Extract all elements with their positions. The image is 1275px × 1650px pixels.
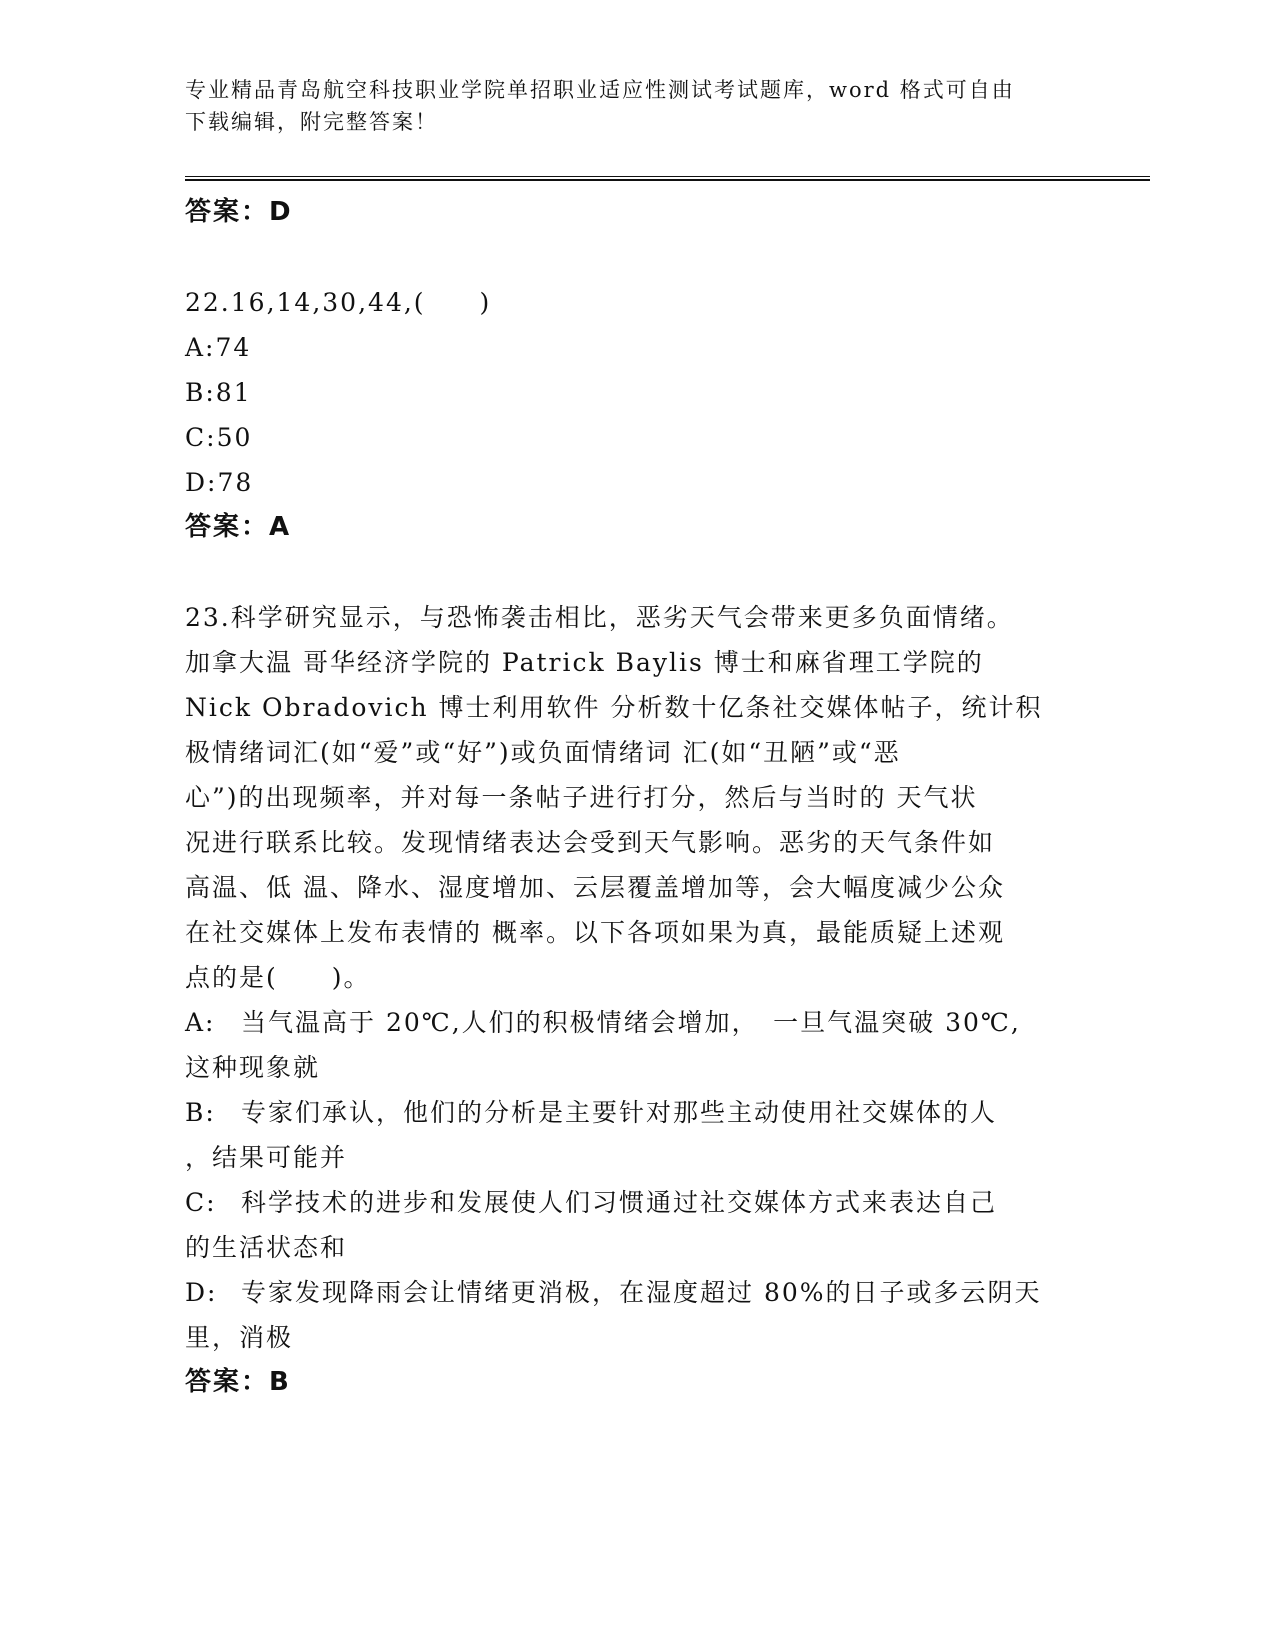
option-text-continued: 的生活状态和 — [185, 1233, 348, 1262]
option-label: B: — [185, 378, 216, 407]
option-text-continued: 里，消极 — [185, 1323, 294, 1352]
option-label: A: — [185, 333, 216, 362]
option-a — [185, 325, 1085, 370]
question-stem-line: 极情绪词汇(如“爱”或“好”)或负面情绪词 汇(如“丑陋”或“恶 — [185, 738, 901, 767]
header-line-2: 下载编辑，附完整答案！ — [185, 110, 438, 134]
option-text: 科学技术的进步和发展使人们习惯通过社交媒体方式来表达自己 — [241, 1188, 998, 1217]
option-label: D: — [185, 468, 218, 497]
question-stem-line: 高温、低 温、降水、湿度增加、云层覆盖增加等，会大幅度减少公众 — [185, 873, 1005, 902]
option-text: 74 — [215, 333, 252, 362]
option-text: 专家发现降雨会让情绪更消极，在湿度超过 80%的日子或多云阴天 — [241, 1278, 1042, 1307]
question-stem-line: 点的是( )。 — [185, 963, 371, 992]
question-stem-line: Nick Obradovich 博士利用软件 分析数十亿条社交媒体帖子，统计积 — [185, 693, 1043, 722]
page-content — [185, 190, 1085, 1405]
question-stem-line: 况进行联系比较。发现情绪表达会受到天气影响。恶劣的天气条件如 — [185, 828, 996, 857]
option-b — [185, 370, 1085, 415]
option-text: 78 — [217, 468, 254, 497]
header-divider — [185, 176, 1150, 181]
option-c — [185, 1180, 1085, 1270]
spacer — [185, 235, 1085, 280]
answer-23: 答案：B — [185, 1367, 291, 1397]
header-line-1: 专业精品青岛航空科技职业学院单招职业适应性测试考试题库，word 格式可自由 — [185, 78, 1015, 102]
question-stem: 22.16,14,30,44,( ) — [185, 288, 492, 317]
option-a — [185, 1000, 1085, 1090]
option-d — [185, 1270, 1085, 1360]
option-text: 当气温高于 20℃,人们的积极情绪会增加， 一旦气温突破 30℃, — [241, 1008, 1021, 1037]
option-text: 专家们承认，他们的分析是主要针对那些主动使用社交媒体的人 — [241, 1098, 998, 1127]
option-label: C: — [185, 1188, 217, 1217]
option-label: D: — [185, 1278, 218, 1307]
option-text: 81 — [215, 378, 252, 407]
question-23 — [185, 595, 1085, 1405]
option-label: B: — [185, 1098, 216, 1127]
question-stem-line: 加拿大温 哥华经济学院的 Patrick Baylis 博士和麻省理工学院的 — [185, 648, 984, 677]
spacer — [185, 550, 1085, 595]
option-label: C: — [185, 423, 217, 452]
question-stem-line: 在社交媒体上发布表情的 概率。以下各项如果为真，最能质疑上述观 — [185, 918, 1005, 947]
option-c — [185, 415, 1085, 460]
option-text: 50 — [216, 423, 253, 452]
page-header — [185, 74, 1085, 138]
question-stem-line: 23.科学研究显示，与恐怖袭击相比，恶劣天气会带来更多负面情绪。 — [185, 603, 1014, 632]
option-d — [185, 460, 1085, 505]
previous-answer: 答案：D — [185, 197, 293, 227]
option-b — [185, 1090, 1085, 1180]
option-text-continued: ，结果可能并 — [185, 1143, 348, 1172]
question-22 — [185, 280, 1085, 550]
option-text-continued: 这种现象就 — [185, 1053, 321, 1082]
question-stem-line: 心”)的出现频率，并对每一条帖子进行打分，然后与当时的 天气状 — [185, 783, 978, 812]
option-label: A: — [185, 1008, 216, 1037]
answer-22: 答案：A — [185, 512, 292, 542]
